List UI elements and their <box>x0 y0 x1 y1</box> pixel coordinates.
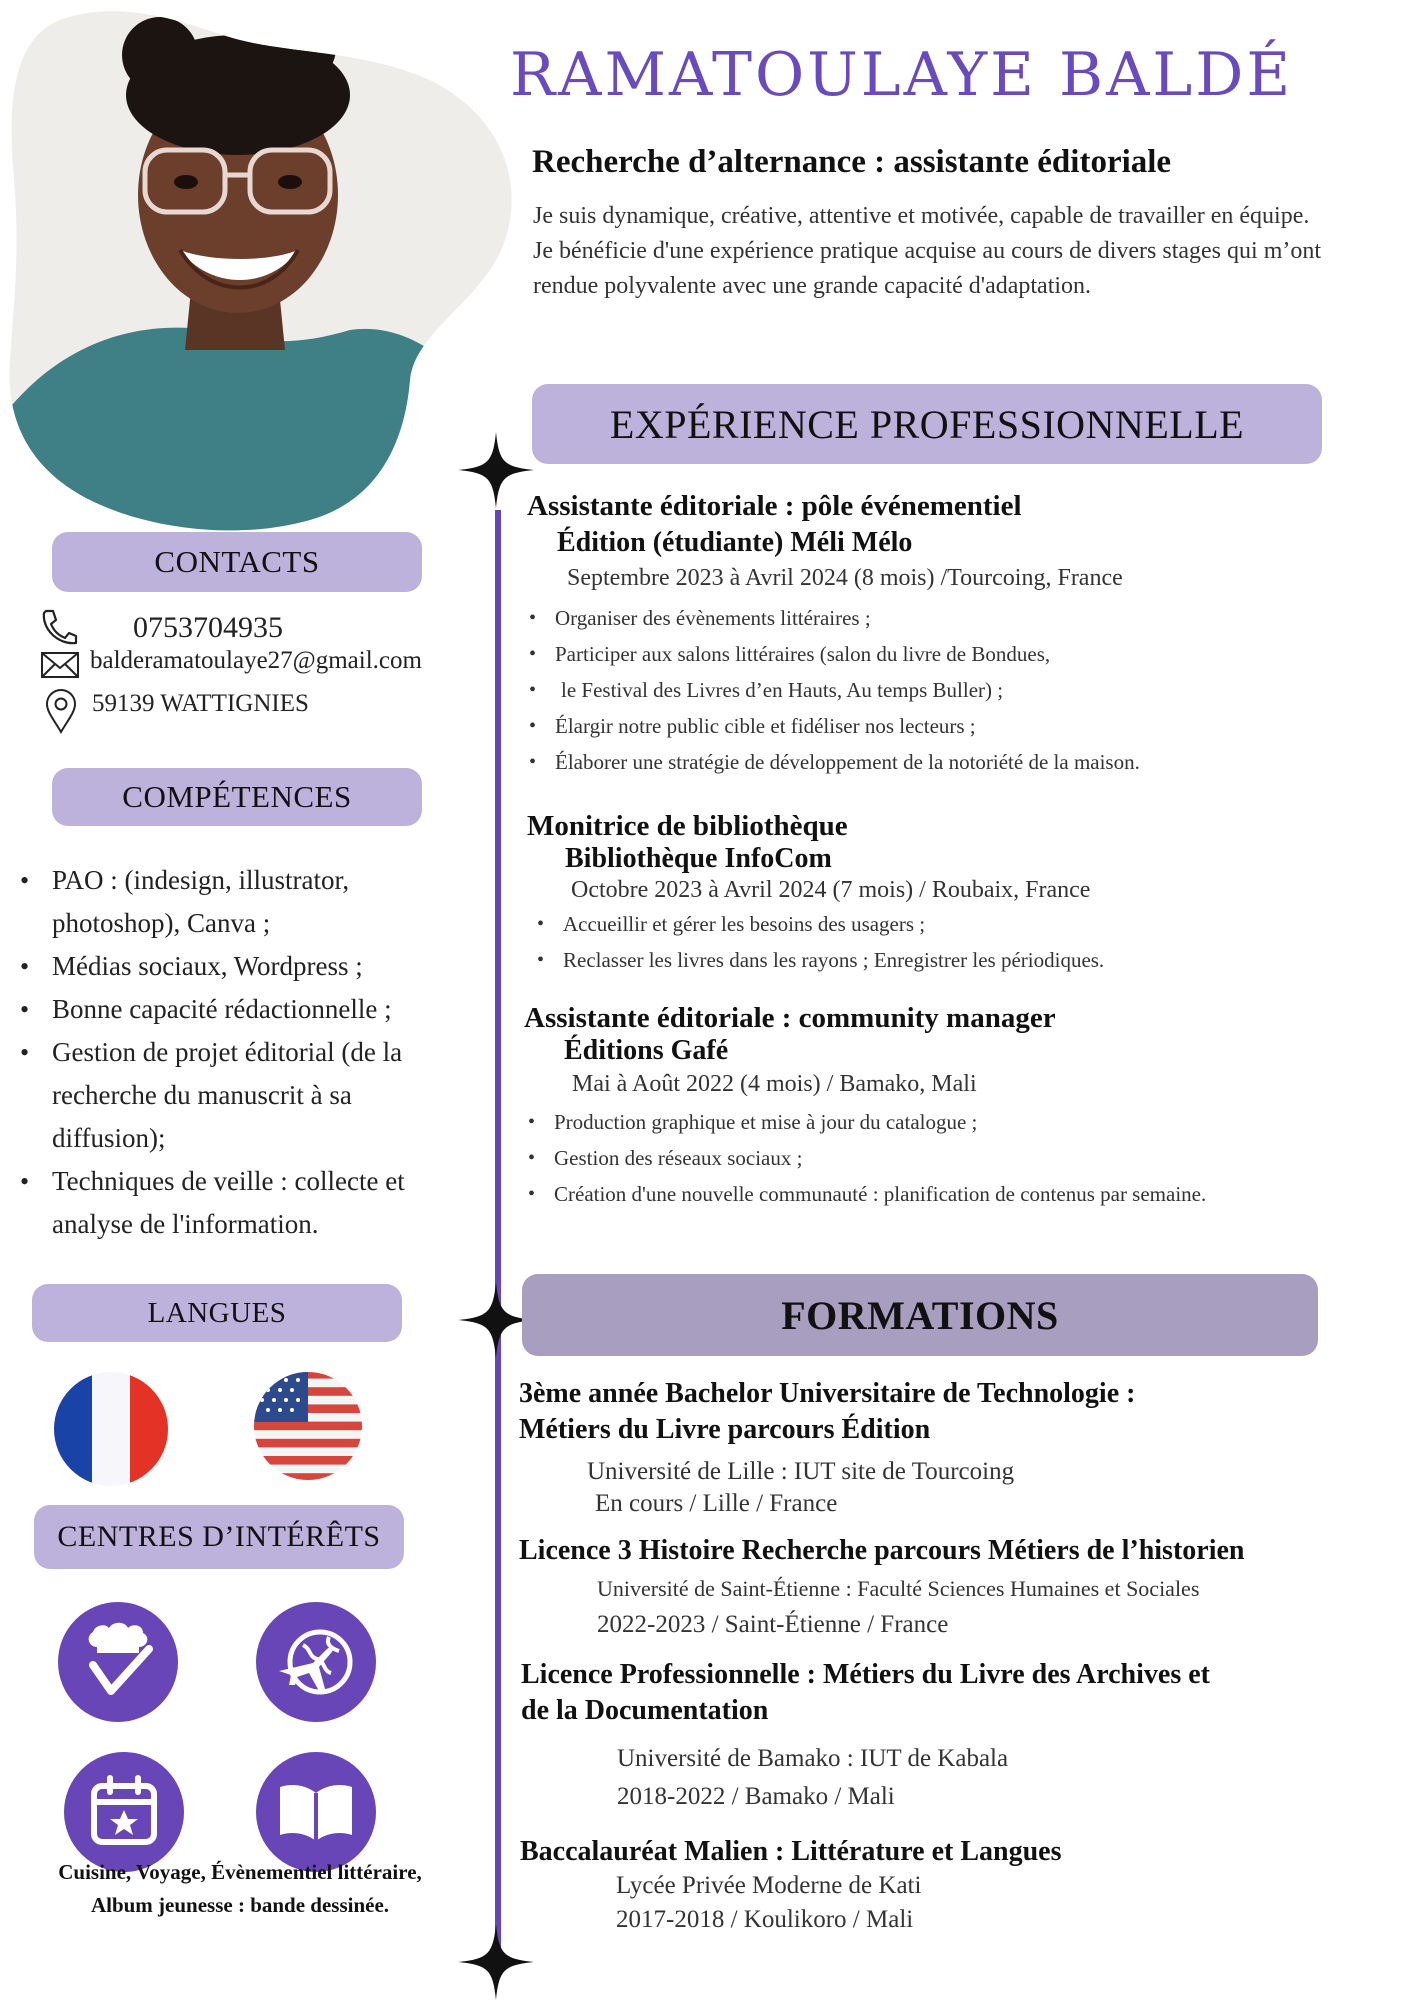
degree-details: En cours / Lille / France <box>595 1490 838 1517</box>
cooking-interest <box>58 1602 178 1722</box>
job-title: Monitrice de bibliothèque <box>527 810 848 842</box>
job-dates: Mai à Août 2022 (4 mois) / Bamako, Mali <box>572 1071 977 1097</box>
education-heading: FORMATIONS <box>522 1274 1318 1356</box>
experience-heading: EXPÉRIENCE PROFESSIONNELLE <box>532 384 1322 464</box>
headline: Recherche d’alternance : assistante éditoriale <box>532 144 1172 180</box>
degree-details: 2017-2018 / Koulikoro / Mali <box>616 1906 914 1933</box>
job-title: Assistante éditoriale : pôle événementiel <box>527 490 1022 522</box>
job-tasks <box>563 906 1387 978</box>
french-flag-icon <box>52 1370 170 1488</box>
candidate-name: RAMATOULAYE BALDÉ <box>510 40 1294 110</box>
skill-item: • PAO : (indesign, illustrator, photoshop), Canva ; <box>52 859 452 945</box>
skills-list <box>52 859 452 1246</box>
job-entry <box>524 1002 1394 1212</box>
travel-interest <box>256 1602 376 1722</box>
events-interest <box>64 1752 184 1872</box>
degree-school: Université de Bamako : IUT de Kabala <box>617 1745 1009 1772</box>
phone-number[interactable]: 0753704935 <box>133 611 283 644</box>
skill-item: • Gestion de projet éditorial (de la recherche du manuscrit à sa diffusion); <box>52 1031 452 1160</box>
job-entry <box>527 490 1387 780</box>
interests-caption-line-1: Cuisine, Voyage, Évènementiel littéraire, <box>58 1860 422 1884</box>
books-interest <box>256 1752 376 1872</box>
degree-title: 3ème année Bachelor Universitaire de Technologie : <box>519 1378 1136 1409</box>
job-tasks <box>555 600 1387 780</box>
job-dates: Septembre 2023 à Avril 2024 (8 mois) /Tourcoing, France <box>567 565 1123 591</box>
degree-title: Métiers du Livre parcours Édition <box>519 1414 931 1445</box>
job-title: Assistante éditoriale : community manager <box>524 1002 1056 1034</box>
skill-item: • Techniques de veille : collecte et analyse de l'information. <box>52 1160 452 1246</box>
contacts-heading: CONTACTS <box>52 532 422 592</box>
languages-heading: LANGUES <box>32 1284 402 1342</box>
job-organization: Bibliothèque InfoCom <box>565 843 832 874</box>
education-entry <box>519 1376 1389 1520</box>
email-address[interactable]: balderamatoulaye27@gmail.com <box>90 647 422 674</box>
postal-address: 59139 WATTIGNIES <box>92 690 309 717</box>
task-item: • Reclasser les livres dans les rayons ; Enregistrer les périodiques. <box>563 942 1387 978</box>
profile-photo <box>0 0 530 540</box>
timeline-line <box>495 510 501 1950</box>
job-tasks <box>554 1104 1394 1212</box>
degree-title: Baccalauréat Malien : Littérature et Langues <box>520 1836 1062 1867</box>
task-item: • Organiser des évènements littéraires ; <box>555 600 1387 636</box>
education-entry <box>519 1533 1389 1641</box>
skill-item: • Médias sociaux, Wordpress ; <box>52 945 452 988</box>
task-item: • Création d'une nouvelle communauté : planification de contenus par semaine. <box>554 1176 1394 1212</box>
sparkle-icon <box>458 432 534 508</box>
degree-school: Université de Saint-Étienne : Faculté Sciences Humaines et Sociales <box>597 1576 1200 1601</box>
interests-heading: CENTRES D’INTÉRÊTS <box>34 1505 404 1569</box>
job-dates: Octobre 2023 à Avril 2024 (7 mois) / Roubaix, France <box>571 877 1091 903</box>
degree-school: Université de Lille : IUT site de Tourcoing <box>587 1458 1015 1485</box>
education-entry <box>520 1834 1390 1936</box>
education-entry <box>521 1657 1391 1813</box>
task-item: • le Festival des Livres d’en Hauts, Au temps Buller) ; <box>555 672 1387 708</box>
phone-icon <box>38 607 78 647</box>
job-organization: Éditions Gafé <box>564 1035 729 1066</box>
open-book-icon <box>274 1777 358 1847</box>
task-item: • Participer aux salons littéraires (salon du livre de Bondues, <box>555 636 1387 672</box>
skills-heading: COMPÉTENCES <box>52 768 422 826</box>
intro-text <box>533 199 1373 304</box>
chef-hat-check-icon <box>75 1619 161 1705</box>
task-item: • Production graphique et mise à jour du catalogue ; <box>554 1104 1394 1140</box>
job-entry <box>527 810 1387 978</box>
task-item: • Élargir notre public cible et fidéliser nos lecteurs ; <box>555 708 1387 744</box>
us-flag-icon <box>252 1370 364 1482</box>
calendar-star-icon <box>84 1772 164 1852</box>
degree-details: 2018-2022 / Bamako / Mali <box>617 1783 895 1810</box>
degree-title: de la Documentation <box>521 1695 769 1726</box>
degree-details: 2022-2023 / Saint-Étienne / France <box>597 1611 949 1638</box>
task-item: • Gestion des réseaux sociaux ; <box>554 1140 1394 1176</box>
degree-title: Licence Professionnelle : Métiers du Livre des Archives et <box>521 1659 1210 1690</box>
skill-item: • Bonne capacité rédactionnelle ; <box>52 988 452 1031</box>
mail-icon <box>40 650 80 680</box>
intro-line-2: Je bénéficie d'une expérience pratique acquise au cours de divers stages qui m’ont rendue polyvalente avec une grande capacité d'adaptation. <box>533 238 1322 299</box>
degree-title: Licence 3 Histoire Recherche parcours Métiers de l’historien <box>519 1535 1245 1566</box>
globe-plane-icon <box>273 1619 359 1705</box>
location-pin-icon <box>44 688 78 734</box>
degree-school: Lycée Privée Moderne de Kati <box>616 1872 922 1899</box>
task-item: • Accueillir et gérer les besoins des usagers ; <box>563 906 1387 942</box>
job-organization: Édition (étudiante) Méli Mélo <box>557 527 913 558</box>
intro-line-1: Je suis dynamique, créative, attentive et motivée, capable de travailler en équipe. <box>533 203 1310 229</box>
interests-caption-line-2: Album jeunesse : bande dessinée. <box>90 1893 390 1917</box>
task-item: • Élaborer une stratégie de développement de la notoriété de la maison. <box>555 744 1387 780</box>
interests-caption <box>20 1856 460 1922</box>
